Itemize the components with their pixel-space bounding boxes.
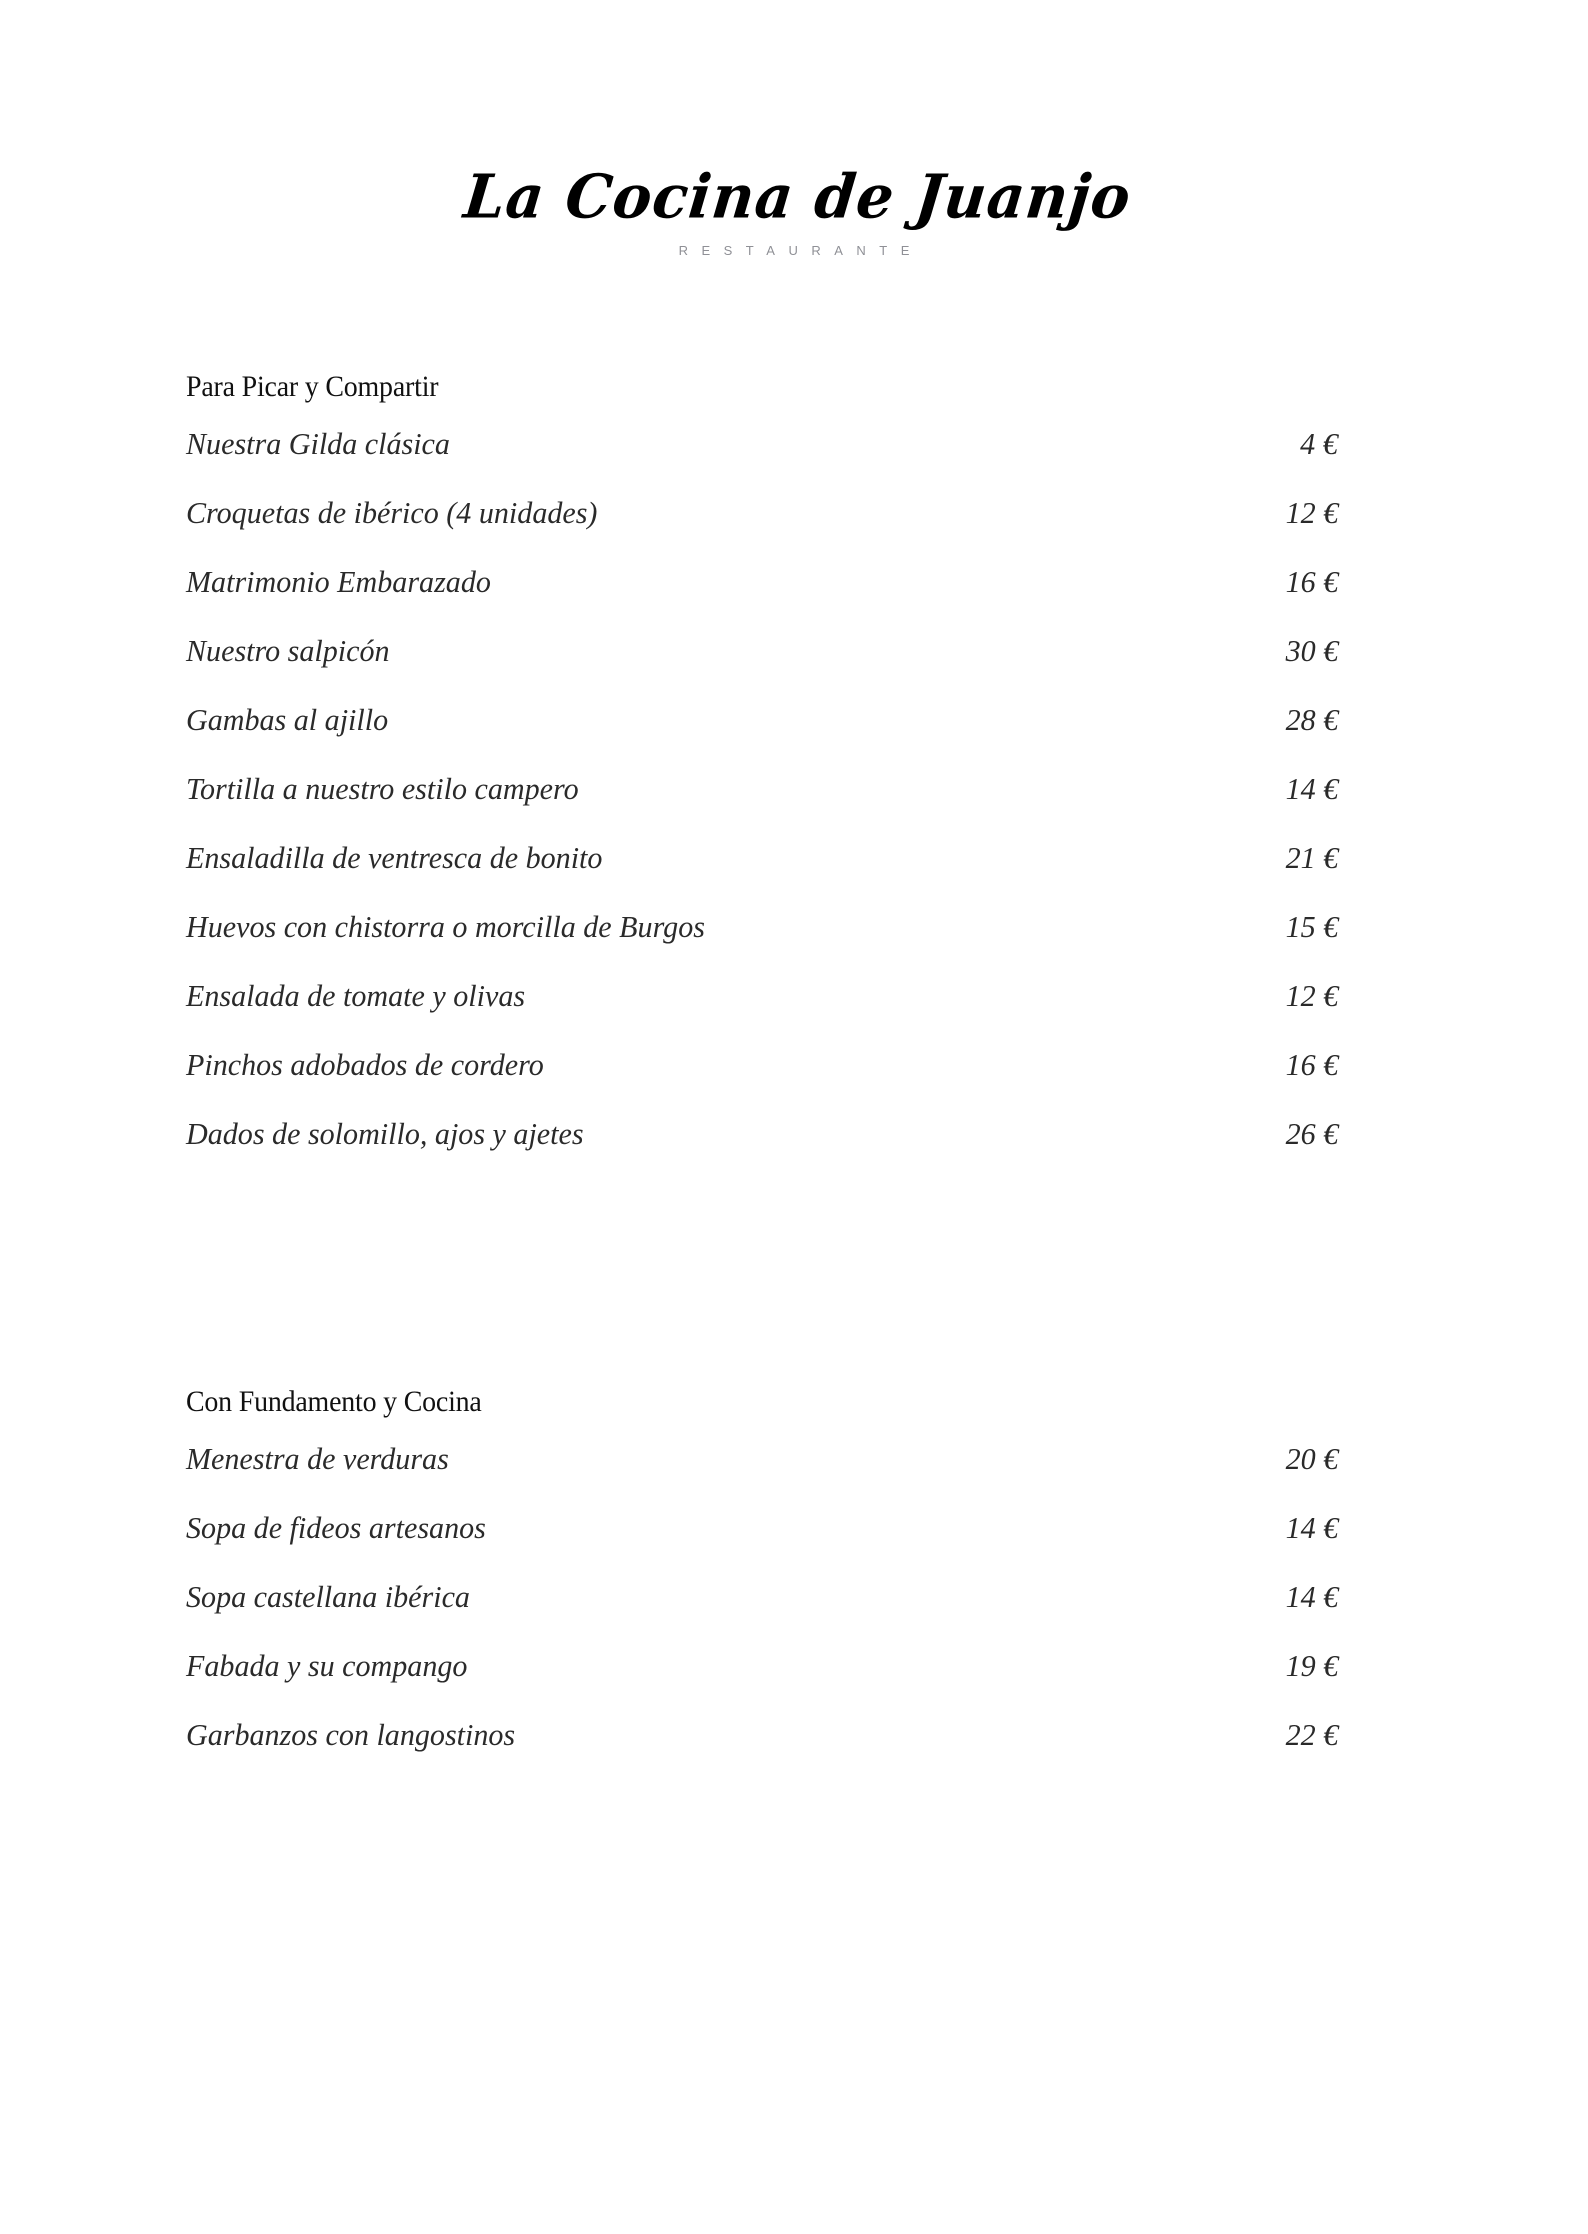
menu-item-price: 14 € [1285,771,1338,806]
menu-item-row [186,426,1338,495]
menu-item-price: 21 € [1285,840,1338,875]
menu-item-name: Nuestro salpicón [186,633,390,668]
menu-item-name: Matrimonio Embarazado [186,564,491,599]
menu-item-row [186,633,1338,702]
menu-item-name: Menestra de verduras [186,1441,449,1476]
menu-item-row [186,978,1338,1047]
menu-item-price: 4 € [1300,426,1338,461]
menu-item-row [186,771,1338,840]
menu-item-name: Dados de solomillo, ajos y ajetes [186,1116,584,1151]
menu-item-row [186,1441,1338,1510]
menu-section-header: Con Fundamento y Cocina [186,1385,482,1418]
menu-item-price: 16 € [1285,564,1338,599]
restaurant-logo [0,161,1588,258]
menu-item-name: Sopa de fideos artesanos [186,1510,486,1545]
menu-item-name: Fabada y su compango [186,1648,468,1683]
menu-item-price: 12 € [1285,495,1338,530]
menu-item-row [186,564,1338,633]
menu-item-price: 20 € [1285,1441,1338,1476]
menu-content [186,370,1338,1786]
menu-item-name: Ensalada de tomate y olivas [186,978,526,1013]
menu-item-price: 12 € [1285,978,1338,1013]
menu-section-header: Para Picar y Compartir [186,370,439,403]
menu-item-row [186,909,1338,978]
menu-item-row [186,1648,1338,1717]
menu-item-price: 19 € [1285,1648,1338,1683]
menu-item-price: 26 € [1285,1116,1338,1151]
menu-item-row [186,1510,1338,1579]
menu-item-name: Tortilla a nuestro estilo campero [186,771,579,806]
menu-item-name: Nuestra Gilda clásica [186,426,450,461]
menu-item-row [186,1717,1338,1786]
menu-item-price: 15 € [1285,909,1338,944]
menu-item-price: 16 € [1285,1047,1338,1082]
menu-item-name: Ensaladilla de ventresca de bonito [186,840,603,875]
restaurant-subtitle: RESTAURANTE [678,242,923,258]
menu-item-row [186,1116,1338,1185]
menu-item-price: 22 € [1285,1717,1338,1752]
menu-item-row [186,840,1338,909]
menu-item-row [186,702,1338,771]
menu-item-name: Croquetas de ibérico (4 unidades) [186,495,598,530]
menu-item-price: 14 € [1285,1579,1338,1614]
menu-section [186,1385,1338,1786]
menu-item-row [186,495,1338,564]
menu-item-name: Huevos con chistorra o morcilla de Burgos [186,909,705,944]
menu-item-row [186,1579,1338,1648]
menu-item-name: Pinchos adobados de cordero [186,1047,544,1082]
menu-item-row [186,1047,1338,1116]
menu-item-price: 14 € [1285,1510,1338,1545]
menu-item-name: Garbanzos con langostinos [186,1717,516,1752]
menu-item-price: 30 € [1285,633,1338,668]
menu-item-name: Gambas al ajillo [186,702,389,737]
restaurant-name: La Cocina de Juanjo [460,161,1135,233]
menu-item-price: 28 € [1285,702,1338,737]
menu-section [186,370,1338,1185]
menu-item-name: Sopa castellana ibérica [186,1579,470,1614]
